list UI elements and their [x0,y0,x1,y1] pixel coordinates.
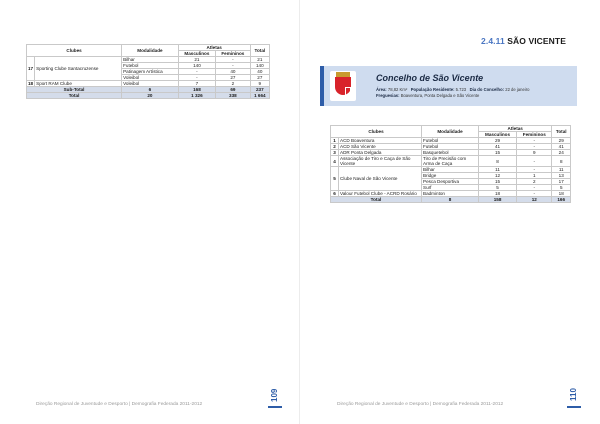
col-header-femininos: Femininos [216,51,251,57]
page-number-text: 109 [270,388,279,402]
population-value: 5.723 [455,87,467,92]
masc-cell: 41 [479,144,517,150]
masc-cell: 5 [479,185,517,191]
masc-cell: 11 [479,167,517,173]
masc-cell: - [178,69,215,75]
masc-cell: 15 [479,150,517,156]
area-label: Área: [376,87,387,92]
col-header-clubes: Clubes [331,126,422,138]
subtotal-fem: 69 [216,87,251,93]
masc-cell: 8 [479,156,517,167]
modalidade-cell: Bilhar [122,57,179,63]
total-fem: 338 [216,93,251,99]
modalidade-cell: Futebol [422,138,479,144]
fem-cell: - [216,63,251,69]
modalidade-cell: Futebol [422,144,479,150]
fem-cell: - [517,156,552,167]
subtotal-masc: 168 [178,87,215,93]
fem-cell: 2 [216,81,251,87]
concelho-freguesias-line [376,93,479,98]
modalidade-cell: Bridge [422,173,479,179]
club-name: Sport RAM Clube [35,81,122,87]
population-label: População Residente: [410,87,455,92]
masc-cell: 29 [479,138,517,144]
masc-cell: 21 [178,57,215,63]
modalidade-cell: Bilhar [422,167,479,173]
modalidade-cell: Tiro de Precisão com Arma de Caça [422,156,479,167]
shield-icon [335,77,351,95]
total-masc: 158 [479,197,517,203]
total-cell: 5 [552,185,571,191]
total-row [27,93,270,99]
club-number: 4 [331,156,339,167]
page-number-bar [268,406,282,408]
fem-cell: 27 [216,75,251,81]
masc-cell: 12 [479,173,517,179]
subtotal-modalidades: 6 [122,87,179,93]
subtotal-total: 237 [250,87,269,93]
page-footer: Direção Regional de Juventude e Desporto | Demografia Federada 2011-2012 [337,402,504,407]
col-header-modalidade: Modalidade [422,126,479,138]
page-number [268,384,282,408]
fem-cell: - [517,138,552,144]
modalidade-cell: Voleibol [122,81,179,87]
page-number [567,384,581,408]
masc-cell: 7 [178,81,215,87]
club-number: 2 [331,144,339,150]
section-title: SÃO VICENTE [507,36,566,46]
club-number: 1 [331,138,339,144]
total-cell: 140 [250,63,269,69]
cross-icon [345,87,351,96]
right-page [300,0,600,424]
col-header-femininos: Femininos [517,132,552,138]
total-cell: 13 [552,173,571,179]
fem-cell: - [517,167,552,173]
left-clubs-table [26,44,270,99]
club-name: ACD Boaventura [339,138,422,144]
area-value: 78,82 Km² [387,87,408,92]
dia-value: 22 de janeiro [505,87,530,92]
club-name: ACD São Vicente [339,144,422,150]
fem-cell: 9 [517,150,552,156]
club-name: Sporting Clube Santacruzense [35,57,122,81]
total-label: Total [27,93,122,99]
club-number: 6 [331,191,339,197]
total-total: 1 664 [250,93,269,99]
total-cell: 11 [552,167,571,173]
col-header-masculinos: Masculinos [178,51,215,57]
total-total: 166 [552,197,571,203]
fem-cell: - [517,185,552,191]
total-cell: 17 [552,179,571,185]
fem-cell: - [517,191,552,197]
total-modalidades: 20 [122,93,179,99]
total-cell: 18 [552,191,571,197]
section-number: 2.4.11 [481,36,505,46]
club-number: 3 [331,150,339,156]
modalidade-cell: Pesca Desportiva [422,179,479,185]
section-heading [481,36,566,46]
modalidade-cell: Futebol [122,63,179,69]
fem-cell: 2 [517,179,552,185]
total-cell: 8 [552,156,571,167]
masc-cell: - [178,75,215,81]
freguesias-label: Freguesias: [376,93,400,98]
page-footer: Direção Regional de Juventude e Desporto | Demografia Federada 2011-2012 [36,402,203,407]
total-fem: 12 [517,197,552,203]
fem-cell: 1 [517,173,552,179]
coat-of-arms-icon [330,71,356,101]
club-name: Associação de Tiro e Caça de São Vicente [339,156,422,167]
total-cell: 29 [552,138,571,144]
total-cell: 27 [250,75,269,81]
total-modalidades: 8 [422,197,479,203]
total-cell: 9 [250,81,269,87]
freguesias-value: Boaventura, Ponta Delgada e São Vicente [400,93,480,98]
total-row [331,197,571,203]
concelho-stats-line [376,87,529,92]
page-number-bar [567,406,581,408]
fem-cell: 40 [216,69,251,75]
col-header-modalidade: Modalidade [122,45,179,57]
fem-cell: - [517,144,552,150]
modalidade-cell: Voleibol [122,75,179,81]
col-header-clubes: Clubes [27,45,122,57]
table-row [331,156,571,167]
masc-cell: 18 [479,191,517,197]
masc-cell: 140 [178,63,215,69]
club-name: Valour Futebol Clube - ACRD Rosário [339,191,422,197]
col-header-atletas: Atletas [178,45,250,51]
col-header-total: Total [250,45,269,57]
modalidade-cell: Basquetebol [422,150,479,156]
total-masc: 1 326 [178,93,215,99]
masc-cell: 15 [479,179,517,185]
fem-cell: - [216,57,251,63]
col-header-masculinos: Masculinos [479,132,517,138]
club-name: ADR Ponta Delgada [339,150,422,156]
total-cell: 24 [552,150,571,156]
modalidade-cell: Surf [422,185,479,191]
concelho-info-box [320,66,577,106]
club-name: Clube Naval de São Vicente [339,167,422,191]
col-header-total: Total [552,126,571,138]
total-cell: 40 [250,69,269,75]
total-cell: 41 [552,144,571,150]
dia-label: Dia do Concelho: [469,87,505,92]
concelho-title: Concelho de São Vicente [376,73,484,83]
modalidade-cell: Badminton [422,191,479,197]
modalidade-cell: Patinagem Artística [122,69,179,75]
total-cell: 21 [250,57,269,63]
club-number: 18 [28,81,34,86]
club-number: 17 [27,57,35,81]
club-number: 5 [331,167,339,191]
subtotal-label: Sub-Total [27,87,122,93]
page-number-text: 110 [569,388,578,402]
col-header-atletas: Atletas [479,126,552,132]
right-clubs-table [330,125,571,203]
total-label: Total [331,197,422,203]
